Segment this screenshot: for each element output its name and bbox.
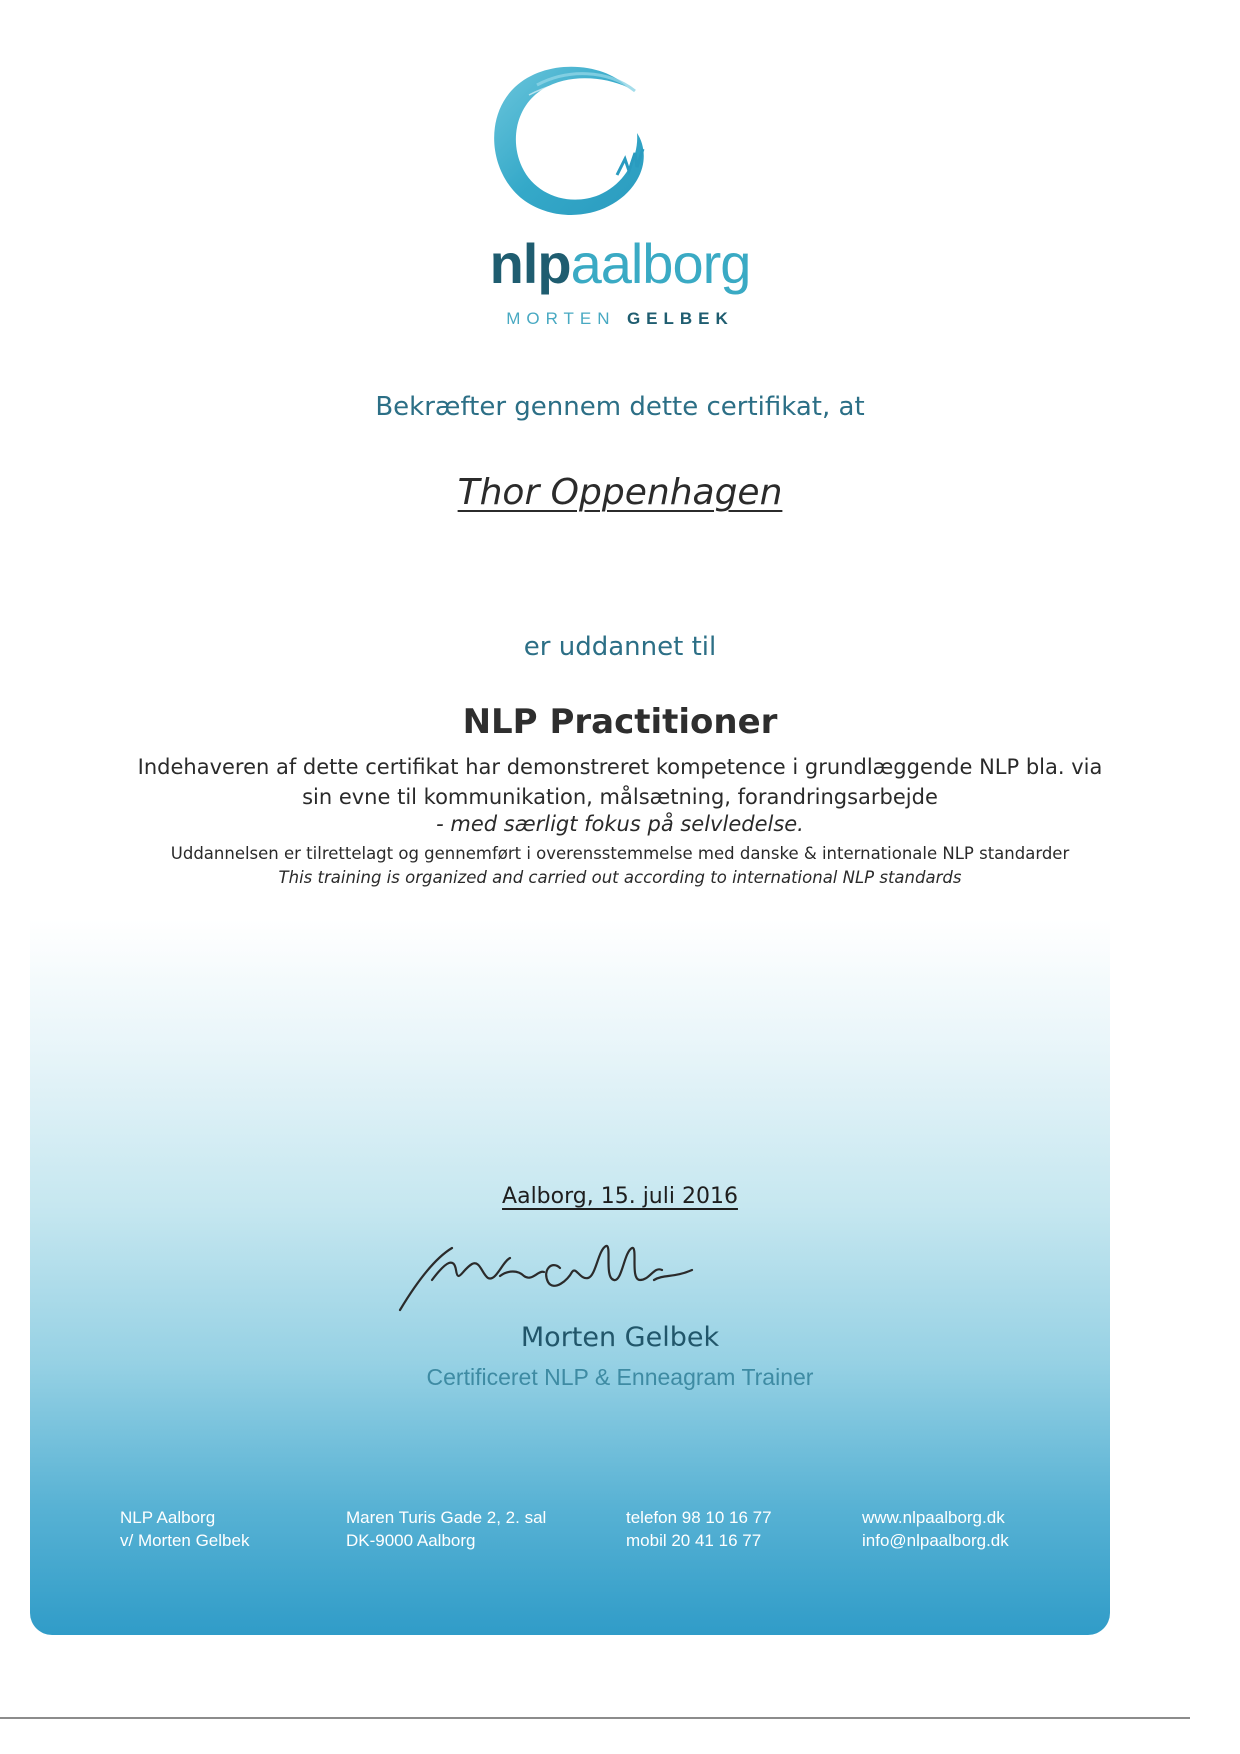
footer-company-line-2: v/ Morten Gelbek xyxy=(120,1531,250,1550)
logo-wordmark-bold: nlp xyxy=(489,232,571,295)
confirm-text: Bekræfter gennem dette certifikat, at xyxy=(375,392,865,422)
footer-address-line-2: DK-9000 Aalborg xyxy=(346,1531,476,1550)
logo-sub-first: MORTEN xyxy=(506,309,616,328)
certificate-title: NLP Practitioner xyxy=(462,702,778,742)
footer-address xyxy=(346,1506,546,1552)
logo-sub-last: GELBEK xyxy=(626,309,734,328)
standards-english: This training is organized and carried out according to international NLP standards xyxy=(278,868,962,887)
educated-as-text: er uddannet til xyxy=(523,632,717,662)
footer-company-line-1: NLP Aalborg xyxy=(120,1508,216,1527)
place-date: Aalborg, 15. juli 2016 xyxy=(502,1184,738,1209)
description-line-2: sin evne til kommunikation, målsætning, forandringsarbejde xyxy=(302,785,938,809)
recipient-name: Thor Oppenhagen xyxy=(457,472,783,513)
footer-web: www.nlpaalborg.dk xyxy=(862,1508,1005,1527)
standards-danish: Uddannelsen er tilrettelagt og gennemført i overensstemmelse med danske & internationale NLP standarder xyxy=(170,844,1070,863)
footer-email: info@nlpaalborg.dk xyxy=(862,1531,1009,1550)
footer-phone-line-1: telefon 98 10 16 77 xyxy=(626,1508,772,1527)
footer-phone xyxy=(626,1506,772,1552)
nlp-aalborg-logo-icon xyxy=(477,55,667,230)
logo-wordmark-light: aalborg xyxy=(570,232,751,295)
recipient-name-line xyxy=(0,472,1240,513)
logo-subtitle xyxy=(0,310,1240,328)
certificate-description xyxy=(0,752,1240,812)
footer-contact xyxy=(862,1506,1009,1552)
footer-address-line-1: Maren Turis Gade 2, 2. sal xyxy=(346,1508,547,1527)
handwritten-signature xyxy=(392,1240,702,1318)
description-italic: - med særligt fokus på selvledelse. xyxy=(436,812,804,836)
place-date-line xyxy=(0,1184,1240,1209)
footer-phone-line-2: mobil 20 41 16 77 xyxy=(626,1531,762,1550)
scan-edge-divider xyxy=(0,1717,1190,1719)
footer-company xyxy=(120,1506,249,1552)
description-line-1: Indehaveren af dette certifikat har demonstreret kompetence i grundlæggende NLP bla. via xyxy=(137,755,1103,779)
signer-role: Certificeret NLP & Enneagram Trainer xyxy=(426,1364,814,1390)
logo-wordmark xyxy=(0,232,1240,295)
signer-name: Morten Gelbek xyxy=(520,1322,720,1353)
